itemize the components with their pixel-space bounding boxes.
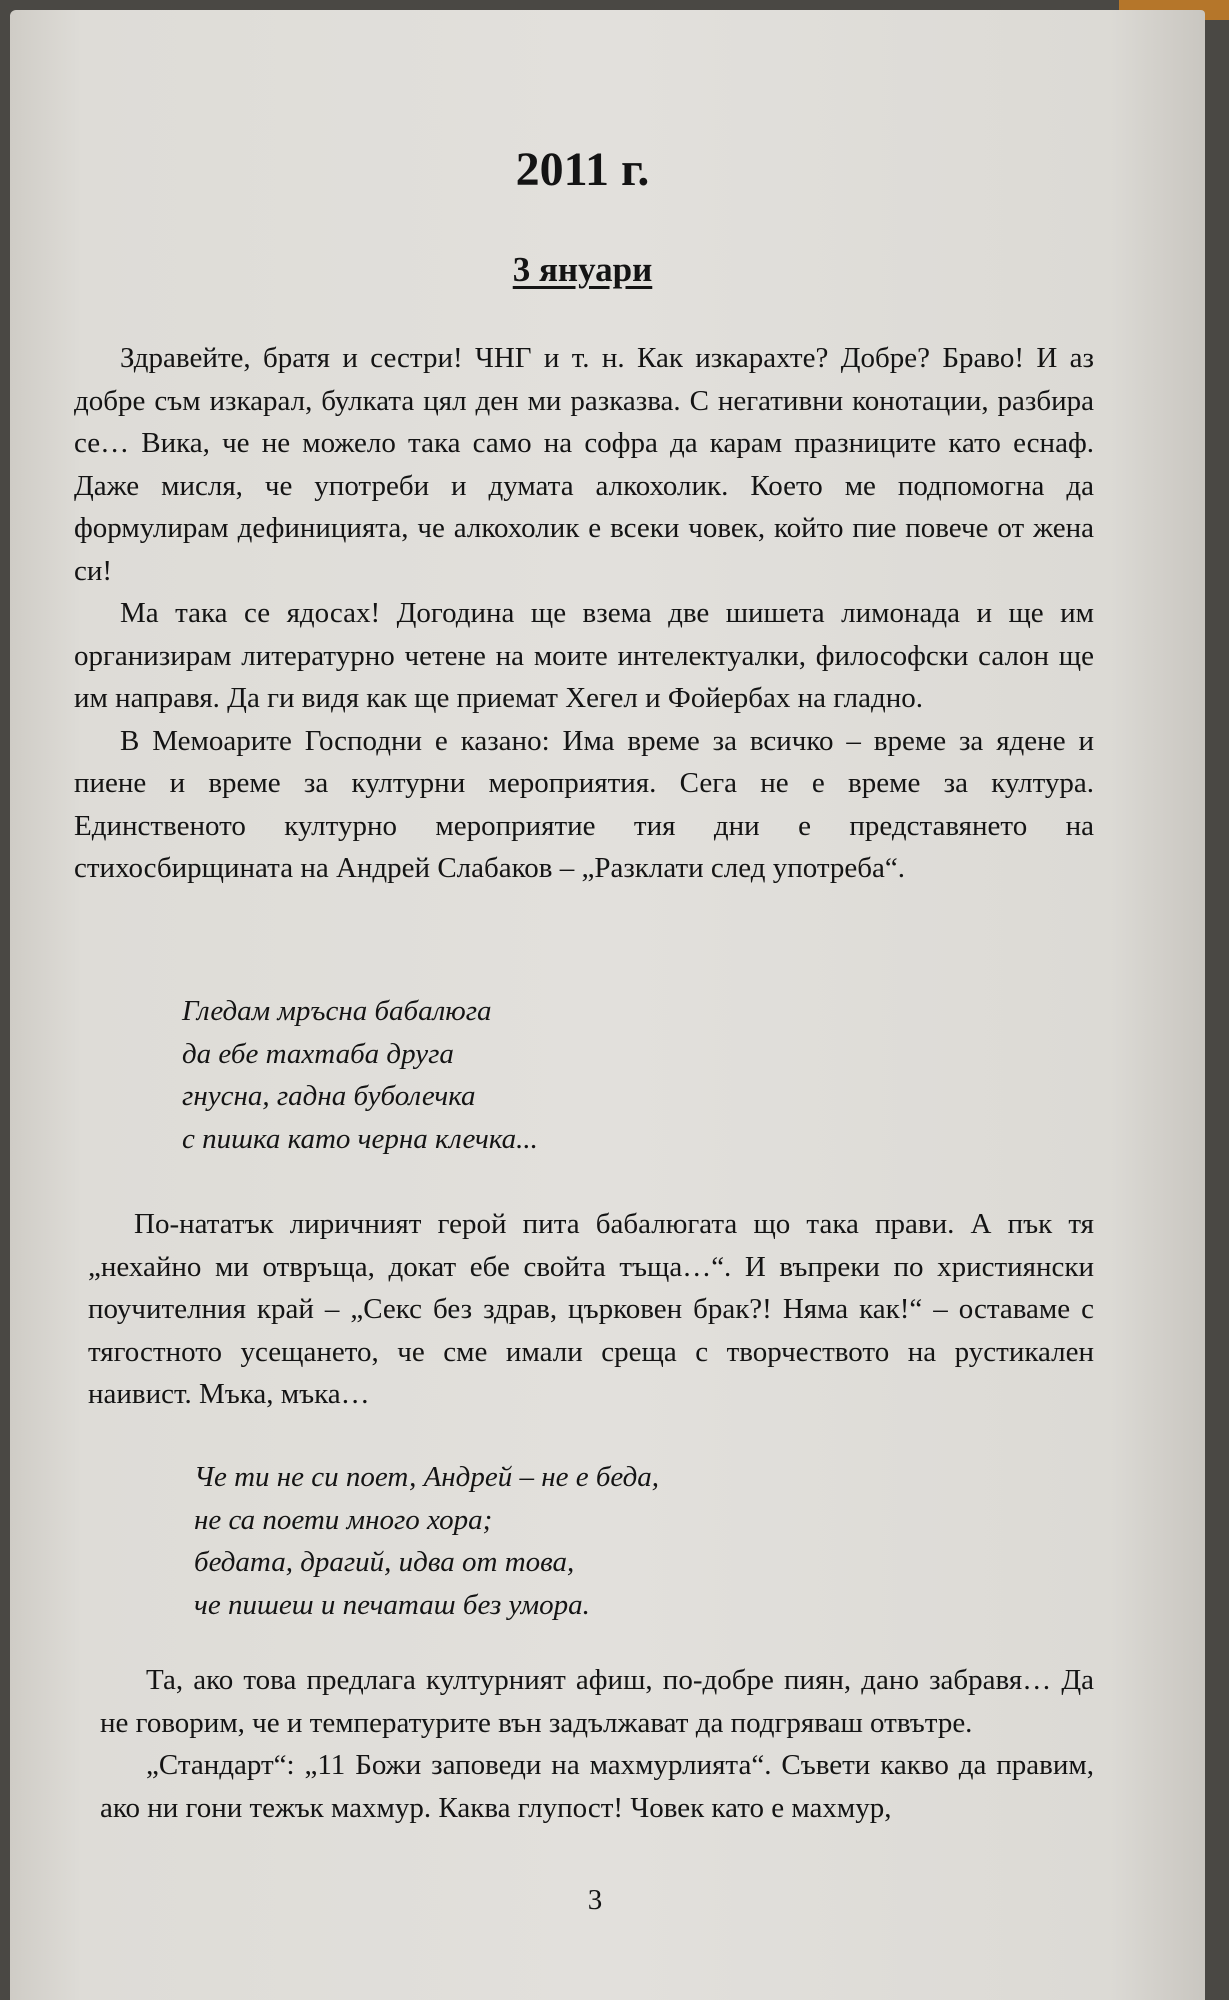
text-block-2 [88,1203,1094,1416]
verse-line: да ебе тахтаба друга [182,1037,454,1070]
text-block-1 [74,337,1094,890]
book-page [10,10,1205,2000]
paragraph: Та, ако това предлага културният афиш, по-добре пиян, дано забравя… Да не говорим, че и температурите вън задължават да подгряваш отвътре. [100,1664,1094,1739]
poem-excerpt-2 [194,1456,659,1626]
year-heading: 2011 г. [515,143,650,196]
poem-excerpt-1 [182,990,538,1160]
verse-line: бедата, драгий, идва от това, [194,1546,575,1578]
page-number: 3 [587,1884,603,1916]
paragraph: Ма така се ядосах! Догодина ще взема две шишета лимонада и ще им организирам литературно четене на моите интелектуалки, философски салон ще им направя. Да ги видя как ще приемат Хегел и Фойербах на гладно. [74,597,1094,714]
paragraph: По-нататък лиричният герой пита бабалюгата що така прави. А пък тя „нехайно ми отвръща, докат ебе свойта тъща…“. И въпреки по християнски поучителния край – „Секс без здрав, църковен брак?! Няма как!“ – оставаме с тягостното усещането, че сме имали среща с творчеството на рустикален наивист. Мъка, мъка… [88,1208,1094,1410]
text-block-3 [100,1659,1094,1829]
verse-line: с пишка като черна клечка... [182,1122,538,1155]
paragraph: В Мемоарите Господни е казано: Има време за всичко – време за ядене и пиене и време за културни мероприятия. Сега не е време за култура. Единственото културно мероприятие тия дни е представянето на стихосбирщината на Андрей Слабаков – „Разклати след употреба“. [74,724,1094,884]
paragraph: „Стандарт“: „11 Божи заповеди на махмурлията“. Съвети какво да правим, ако ни гони тежък махмур. Каква глупост! Човек като е махмур, [100,1749,1094,1824]
verse-line: Гледам мръсна бабалюга [182,995,492,1027]
date-heading: 3 януари [512,250,653,289]
verse-line: не са поети много хора; [194,1503,493,1536]
verse-line: че пишеш и печаташ без умора. [194,1588,590,1621]
verse-line: гнусна, гадна буболечка [182,1080,476,1112]
verse-line: Че ти не си поет, Андрей – не е беда, [194,1461,660,1493]
paragraph: Здравейте, братя и сестри! ЧНГ и т. н. Как изкарахте? Добре? Браво! И аз добре съм изкарал, булката цял ден ми разказва. С негативни конотации, разбира се… Вика, че не можело така само на софра да карам празниците като еснаф. Даже мисля, че употреби и думата алкохолик. Което ме подпомогна да формулирам дефиницията, че алкохолик е всеки човек, който пие повече от жена си! [74,342,1094,587]
